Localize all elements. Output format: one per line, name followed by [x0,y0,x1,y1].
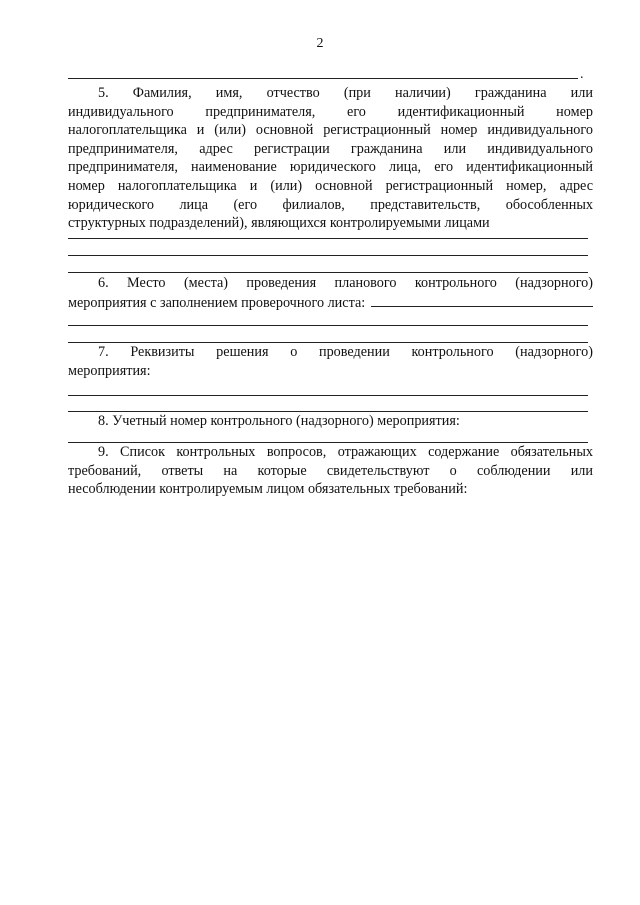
word: Место [127,275,166,291]
item-6-blank [371,293,593,307]
item-5-paragraph [68,84,593,233]
word: (надзорного) [515,275,593,291]
word: предпринимателя, [68,159,178,176]
word: его [347,103,366,120]
word: 5. [98,85,109,101]
text-line [68,443,593,462]
text-line [68,177,593,196]
item-8-paragraph [68,412,593,431]
word: контрольного [411,344,494,360]
word: 6. [98,275,109,291]
word: лица [179,196,209,213]
word: ответы [161,462,204,479]
word: (или) [270,177,303,194]
blank-line-top [68,78,578,79]
word: отражающих [337,444,417,460]
text-line [68,343,593,362]
word: контрольных [176,444,256,460]
word: основной [315,177,373,194]
word: (или) [214,122,247,139]
word: предпринимателя, [205,103,316,120]
word: юридического [289,159,376,176]
word: индивидуального [487,140,593,157]
word: номер [68,177,105,194]
word: номер [556,103,593,120]
word: Реквизиты [130,344,195,360]
item-9-justified-lines [68,443,593,480]
text-line [68,158,593,177]
blank-line-5c [68,272,588,273]
word: и [249,177,258,194]
word: и [196,122,205,139]
word: налогоплательщика [68,122,187,139]
page-number: 2 [316,36,324,51]
word: о [290,344,298,360]
item-8-line: 8. Учетный номер контрольного (надзорного) мероприятия: [98,413,460,429]
text-line [68,196,593,215]
word: адрес [199,140,233,157]
word: планового [334,275,397,291]
text-line [68,462,593,481]
item-9-last-line: несоблюдении контролируемым лицом обязательных требований: [68,481,468,498]
item-7-first-line [68,343,593,362]
word: адрес [559,177,593,194]
word: налогоплательщика [117,177,237,194]
word: проведения [246,275,317,291]
text-line [68,140,593,159]
word: отчество [266,85,320,101]
word: свидетельствуют [326,462,430,479]
word: филиалов, [282,196,345,213]
word: номер [440,122,478,139]
word: основной [255,122,314,139]
word: которые [257,462,307,479]
text-line [68,84,593,103]
word: наименование [191,159,277,176]
item-6-paragraph [68,274,593,312]
blank-line-5b [68,255,588,256]
word: (его [233,196,258,213]
word: предпринимателя, [68,140,178,157]
item-9-paragraph [68,443,593,499]
item-7-second-line: мероприятия: [68,362,151,379]
word: содержание [428,444,500,460]
word: индивидуального [68,103,174,120]
word: требований, [68,462,142,479]
word: регистрации [254,140,330,157]
blank-line-6a [68,325,588,326]
text-line [68,274,593,293]
word: регистрационный [323,122,431,139]
word: на [223,462,238,479]
word: (при [343,85,371,101]
word: обязательных [510,444,593,460]
word: решения [216,344,269,360]
word: контрольного [414,275,497,291]
word: гражданина [350,140,423,157]
word: лица, [389,159,422,176]
word: вопросов, [266,444,327,460]
word: соблюдении [476,462,551,479]
word: (надзорного) [515,344,593,360]
word: 9. [98,444,109,460]
item-5-last-line: структурных подразделений), являющихся контролируемыми лицами [68,215,490,232]
word: наличии) [395,85,451,101]
blank-line-5a [68,238,588,239]
word: или [570,462,593,479]
word: юридического [68,196,155,213]
word: его [434,159,454,176]
word: гражданина [474,85,547,101]
word: номер, [506,177,547,194]
word: Фамилия, [132,85,192,101]
item-5-justified-lines [68,84,593,214]
blank-line-7a [68,395,588,396]
word: идентификационный [466,159,593,176]
word: о [449,462,457,479]
trailing-dot: . [580,67,584,82]
word: идентификационный [397,103,525,120]
word: обособленных [505,196,593,213]
word: 7. [98,344,109,360]
word: регистрационный [385,177,494,194]
word: представительств, [370,196,481,213]
item-7-paragraph [68,343,593,380]
item-6-label: мероприятия с заполнением проверочного листа: [68,294,366,311]
word: индивидуального [487,122,593,139]
word: Список [120,444,165,460]
text-line [68,103,593,122]
word: или [443,140,467,157]
item-6-second-line [68,293,593,313]
word: (места) [183,275,228,291]
text-line [68,121,593,140]
word: или [570,85,593,101]
word: имя, [215,85,243,101]
item-6-first-line [68,274,593,293]
word: проведении [319,344,390,360]
